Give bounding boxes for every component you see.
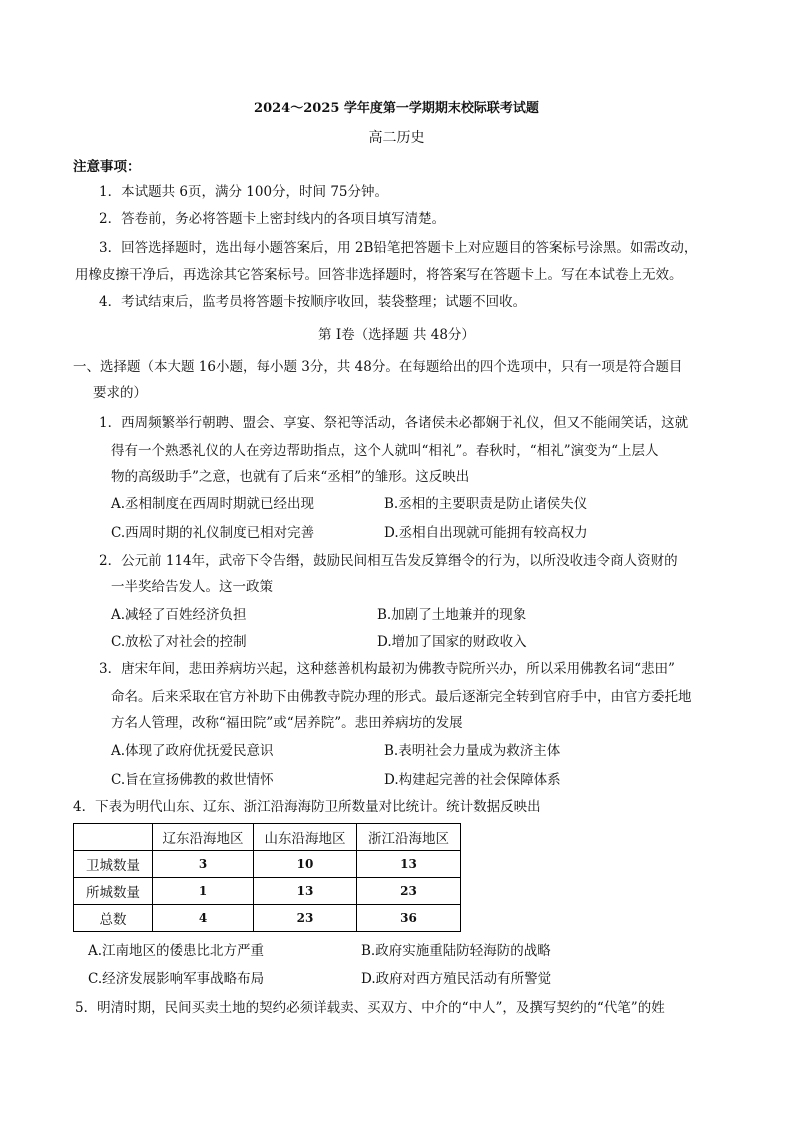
exam-title: 2024～2025 学年度第一学期期末校际联考试题 — [254, 101, 539, 116]
option-c: C.经济发展影响军事战略布局 — [88, 971, 265, 987]
notice-heading: 注意事项： — [73, 159, 141, 175]
table-header-cell — [74, 824, 153, 851]
option-d: D.构建起完善的社会保障体系 — [384, 772, 561, 788]
exam-subject: 高二历史 — [368, 130, 425, 146]
option-b: B.丞相的主要职责是防止诸侯失仪 — [384, 496, 588, 512]
table-cell: 23 — [254, 905, 357, 932]
option-a: A.丞相制度在西周时期就已经出现 — [111, 496, 315, 512]
part-intro-line-2: 要求的） — [93, 385, 147, 401]
option-c: C.旨在宣扬佛教的救世情怀 — [111, 772, 274, 788]
table-row-label: 总数 — [74, 905, 153, 932]
table-header-cell: 浙江沿海地区 — [357, 824, 461, 851]
table-cell: 23 — [357, 878, 461, 905]
question-stem-line: 4．下表为明代山东、辽东、浙江沿海海防卫所数量对比统计。统计数据反映出 — [73, 799, 541, 815]
question-stem-line: 方名人管理，改称“福田院”或“居养院”。悲田养病坊的发展 — [111, 715, 463, 731]
table-header-cell: 辽东沿海地区 — [153, 824, 254, 851]
option-d: D.政府对西方殖民活动有所警觉 — [361, 971, 552, 987]
option-a: A.体现了政府优抚爱民意识 — [111, 743, 274, 759]
question-stem-line: 5．明清时期，民间买卖土地的契约必须详载卖、买双方、中介的“中人”，及撰写契约的“代笔”的姓 — [75, 1000, 665, 1016]
notice-item-4: 4．考试结束后，监考员将答题卡按顺序收回，装袋整理；试题不回收。 — [99, 294, 527, 310]
option-b: B.表明社会力量成为救济主体 — [384, 743, 561, 759]
notice-item-3: 3．回答选择题时，选出每小题答案后，用 2B铅笔把答题卡上对应题目的答案标号涂黑。如需改动， — [99, 240, 698, 256]
table-row-label: 所城数量 — [74, 878, 153, 905]
table-row — [74, 878, 461, 905]
option-b: B.政府实施重陆防轻海防的战略 — [361, 943, 551, 959]
notice-item-2: 2．答卷前，务必将答题卡上密封线内的各项目填写清楚。 — [99, 211, 446, 227]
option-d: D.丞相自出现就可能拥有较高权力 — [384, 525, 588, 541]
section-title: 第 I卷（选择题 共 48分） — [318, 327, 475, 343]
question-stem-line: 命名。后来采取在官方补助下由佛教寺院办理的形式。最后逐渐完全转到官府手中，由官方委托地 — [111, 689, 692, 705]
part-intro-line-1: 一、选择题（本大题 16小题，每小题 3分，共 48分。在每题给出的四个选项中，只有一项是符合题目 — [73, 359, 683, 375]
table-cell: 36 — [357, 905, 461, 932]
notice-item-3-cont: 用橡皮擦干净后，再选涂其它答案标号。回答非选择题时，将答案写在答题卡上。写在本试卷上无效。 — [75, 267, 683, 283]
table-cell: 13 — [357, 851, 461, 878]
question-stem-line: 3．唐宋年间，悲田养病坊兴起，这种慈善机构最初为佛教寺院所兴办，所以采用佛教名词“悲田” — [99, 661, 675, 677]
table-cell: 1 — [153, 878, 254, 905]
question-stem-line: 一半奖给告发人。这一政策 — [111, 579, 273, 595]
question-stem-line: 得有一个熟悉礼仪的人在旁边帮助指点，这个人就叫“相礼”。春秋时，“相礼”演变为“上层人 — [111, 443, 659, 459]
garrison-table — [73, 823, 461, 932]
option-a: A.减轻了百姓经济负担 — [111, 607, 247, 623]
table-row — [74, 905, 461, 932]
table-cell: 4 — [153, 905, 254, 932]
table-cell: 13 — [254, 878, 357, 905]
option-a: A.江南地区的倭患比北方严重 — [88, 943, 265, 959]
option-c: C.西周时期的礼仪制度已相对完善 — [111, 525, 315, 541]
table-cell: 3 — [153, 851, 254, 878]
table-header-cell: 山东沿海地区 — [254, 824, 357, 851]
table-row — [74, 851, 461, 878]
option-c: C.放松了对社会的控制 — [111, 634, 247, 650]
table-row-label: 卫城数量 — [74, 851, 153, 878]
option-d: D.增加了国家的财政收入 — [377, 634, 527, 650]
notice-item-1: 1．本试题共 6页，满分 100分，时间 75分钟。 — [99, 184, 388, 200]
table-cell: 10 — [254, 851, 357, 878]
option-b: B.加剧了土地兼并的现象 — [377, 607, 527, 623]
table-header-row — [74, 824, 461, 851]
question-stem-line: 1．西周频繁举行朝聘、盟会、享宴、祭祀等活动，各诸侯未必都娴于礼仪，但又不能闹笑话，这就 — [99, 415, 689, 431]
question-stem-line: 物的高级助手”之意，也就有了后来“丞相”的雏形。这反映出 — [111, 469, 470, 485]
question-stem-line: 2．公元前 114年，武帝下令告缗，鼓励民间相互告发反算缗令的行为，以所没收违令商人资财的 — [99, 553, 678, 569]
